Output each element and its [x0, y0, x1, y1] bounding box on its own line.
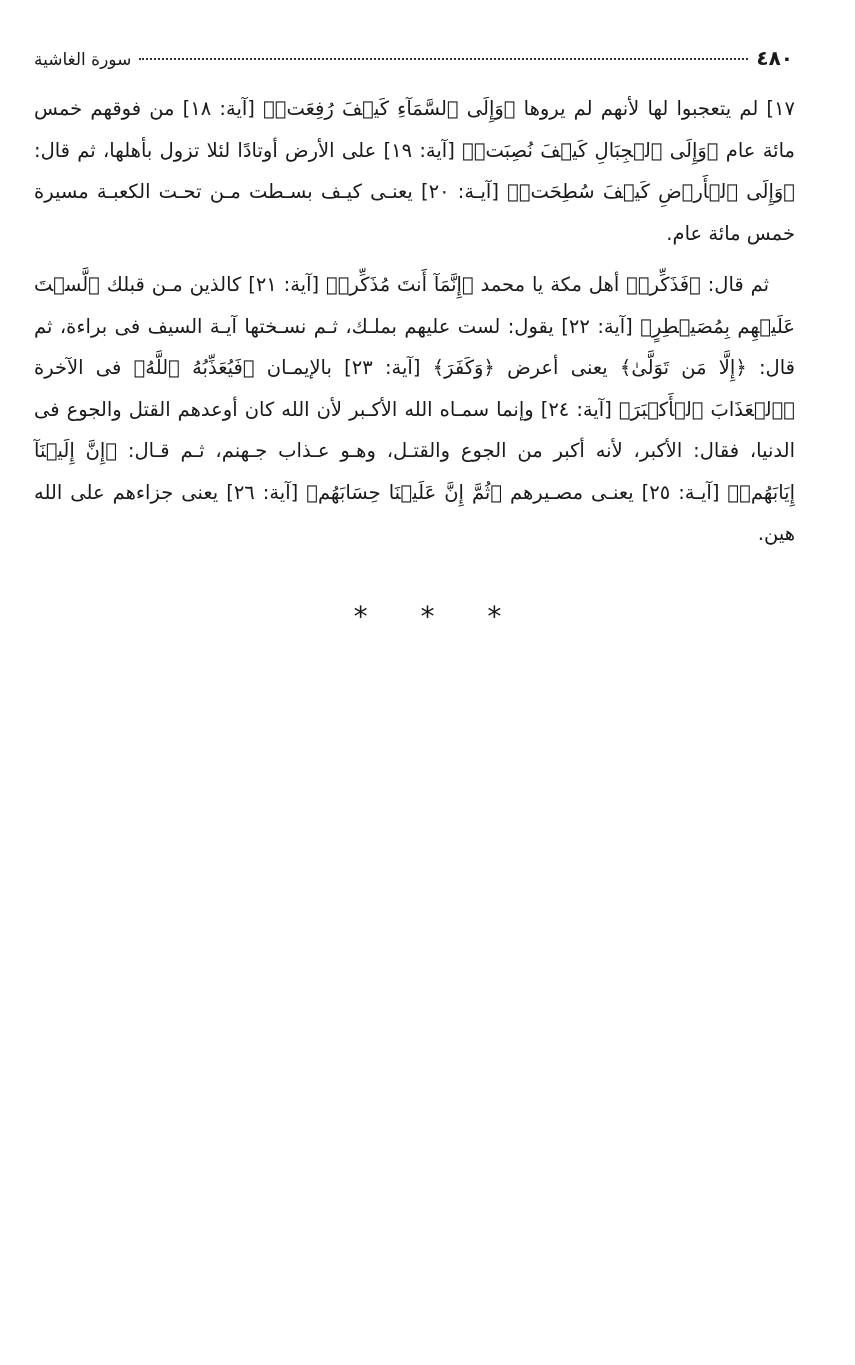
page-number: ٤٨٠ [756, 46, 793, 70]
tafsir-body [34, 88, 795, 555]
paragraph-1: ١٧] لم يتعجبوا لها لأنهم لم يروها ﴿وَإِلَى ٱلسَّمَآءِ كَيۡفَ رُفِعَتۡ﴾ [آية: ١٨] من فوقهم خمس مائة عام ﴿وَإِلَى ٱلۡجِبَالِ كَيۡفَ نُصِبَتۡ﴾ [آية: ١٩] على الأرض أوتادًا لئلا تزول بأهلها، ثم قال: ﴿وَإِلَى ٱلۡأَرۡضِ كَيۡفَ سُطِحَتۡ﴾ [آيـة: ٢٠] يعنـى كيـف بسـطت مـن تحـت الكعبـة مسيرة خمس مائة عام. [34, 97, 795, 245]
paragraph-2: ثم قال: ﴿فَذَكِّرۡ﴾ أهل مكة يا محمد ﴿إِنَّمَآ أَنتَ مُذَكِّرٞ﴾ [آية: ٢١] كالذين مـن قبلك ﴿لَّسۡتَ عَلَيۡهِم بِمُصَيۡطِرٍ﴾ [آية: ٢٢] يقول: لست عليهم بملـك، ثـم نسـختها آيـة السيف فى براءة، ثم قال: ﴿إِلَّا مَن تَوَلَّىٰ﴾ يعنى أعرض ﴿وَكَفَرَ﴾ [آية: ٢٣] بالإيمـان ﴿فَيُعَذِّبُهُ ٱللَّهُ﴾ فى الآخرة ﴿ٱلۡعَذَابَ ٱلۡأَكۡبَرَ﴾ [آية: ٢٤] وإنما سمـاه الله الأكـبر لأن الله كان أوعدهم القتل والجوع فى الدنيا، فقال: الأكبر، لأنه أكبر من الجوع والقتـل، وهـو عـذاب جـهنم، ثـم قـال: ﴿إِنَّ إِلَيۡنَآ إِيَابَهُمۡ﴾ [آيـة: ٢٥] يعنـى مصـيرهم ﴿ثُمَّ إِنَّ عَلَيۡنَا حِسَابَهُم﴾ [آية: ٢٦] يعنى جزاءهم على الله هين. [34, 273, 796, 545]
header-dotted-leader [139, 58, 748, 60]
page-header [34, 46, 793, 76]
surah-title: سورة الغاشية [34, 50, 132, 70]
section-separator: * * * [353, 600, 524, 633]
